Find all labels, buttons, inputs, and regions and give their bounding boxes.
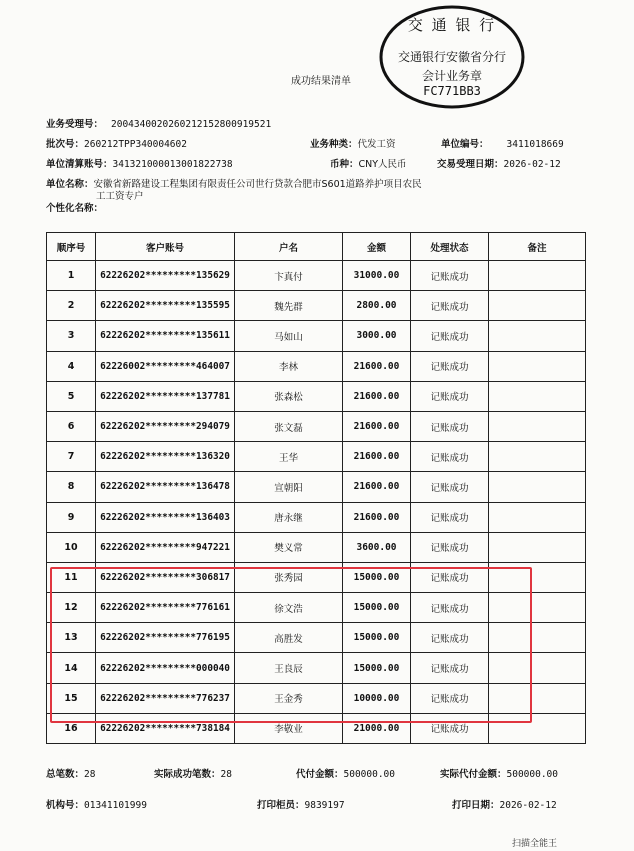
cell-seq: 14 — [47, 653, 96, 683]
biz-type-value: 代发工资 — [357, 139, 396, 150]
cell-note — [489, 472, 586, 502]
cell-amount: 21600.00 — [343, 502, 411, 532]
table-row — [47, 351, 586, 381]
actual-paid-label: 实际代付金额： — [440, 769, 507, 780]
cell-status: 记账成功 — [411, 593, 489, 623]
cell-name: 李敬业 — [235, 713, 343, 743]
cell-name: 魏先群 — [235, 291, 343, 321]
cell-note — [489, 261, 586, 291]
highlight-box — [50, 567, 532, 723]
cell-seq: 7 — [47, 442, 96, 472]
header-amount: 金额 — [343, 233, 411, 261]
print-date-line — [452, 797, 557, 811]
cell-name: 宣朝阳 — [235, 472, 343, 502]
cell-amount: 3000.00 — [343, 321, 411, 351]
cell-seq: 15 — [47, 683, 96, 713]
cell-amount: 21600.00 — [343, 442, 411, 472]
header-name: 户名 — [235, 233, 343, 261]
cell-note — [489, 411, 586, 441]
cell-account: 62226202*********135611 — [96, 321, 235, 351]
paid-amount-value: 500000.00 — [343, 769, 395, 780]
cell-note — [489, 291, 586, 321]
cell-status: 记账成功 — [411, 623, 489, 653]
cell-seq: 11 — [47, 562, 96, 592]
business-no-line — [46, 116, 271, 130]
header-account: 客户账号 — [96, 233, 235, 261]
table-row — [47, 291, 586, 321]
cell-seq: 5 — [47, 381, 96, 411]
cell-name: 李林 — [235, 351, 343, 381]
business-no-label: 业务受理号： — [46, 119, 104, 130]
cell-account: 62226202*********294079 — [96, 411, 235, 441]
cell-status: 记账成功 — [411, 321, 489, 351]
cell-seq: 16 — [47, 713, 96, 743]
clearing-acct-line — [46, 156, 233, 170]
cell-name: 马如山 — [235, 321, 343, 351]
cell-account: 62226002*********464007 — [96, 351, 235, 381]
cell-account: 62226202*********137781 — [96, 381, 235, 411]
cell-note — [489, 381, 586, 411]
cell-status: 记账成功 — [411, 351, 489, 381]
cell-amount: 15000.00 — [343, 593, 411, 623]
cell-name: 张文磊 — [235, 411, 343, 441]
org-no-label: 机构号： — [46, 800, 85, 811]
print-date-label: 打印日期： — [452, 800, 500, 811]
clearing-acct-label: 单位清算账号： — [46, 159, 113, 170]
teller-line — [257, 797, 345, 811]
total-count-value: 28 — [84, 769, 96, 780]
batch-label: 批次号： — [46, 139, 85, 150]
cell-amount: 21600.00 — [343, 351, 411, 381]
total-count-label: 总笔数： — [46, 769, 85, 780]
stamp-line-1: 交 通 银 行 — [407, 16, 497, 34]
cell-seq: 12 — [47, 593, 96, 623]
cell-name: 王良辰 — [235, 653, 343, 683]
cell-note — [489, 502, 586, 532]
cell-account: 62226202*********135629 — [96, 261, 235, 291]
cell-amount: 21000.00 — [343, 713, 411, 743]
stamp-line-3: 会计业务章 — [421, 69, 482, 83]
cell-account: 62226202*********776237 — [96, 683, 235, 713]
biz-type-line — [310, 136, 396, 150]
clearing-acct-value: 341321000013001822738 — [112, 159, 233, 170]
header-note: 备注 — [489, 233, 586, 261]
cell-seq: 6 — [47, 411, 96, 441]
cell-note — [489, 442, 586, 472]
cell-seq: 4 — [47, 351, 96, 381]
cell-account: 62226202*********000040 — [96, 653, 235, 683]
batch-value: 260212TPP340004602 — [84, 139, 187, 150]
cell-name: 张森松 — [235, 381, 343, 411]
cell-seq: 8 — [47, 472, 96, 502]
cell-amount: 10000.00 — [343, 683, 411, 713]
cell-seq: 3 — [47, 321, 96, 351]
cell-status: 记账成功 — [411, 653, 489, 683]
header-status: 处理状态 — [411, 233, 489, 261]
teller-value: 9839197 — [304, 800, 345, 811]
biz-type-label: 业务种类： — [310, 139, 358, 150]
cell-status: 记账成功 — [411, 562, 489, 592]
unit-no-line — [441, 136, 564, 150]
success-count-value: 28 — [220, 769, 232, 780]
cell-name: 徐文浩 — [235, 593, 343, 623]
cell-status: 记账成功 — [411, 411, 489, 441]
cell-status: 记账成功 — [411, 683, 489, 713]
currency-label: 币种： — [330, 159, 359, 170]
cell-account: 62226202*********135595 — [96, 291, 235, 321]
cell-amount: 21600.00 — [343, 381, 411, 411]
cell-status: 记账成功 — [411, 291, 489, 321]
cell-name: 王金秀 — [235, 683, 343, 713]
cell-name: 高胜发 — [235, 623, 343, 653]
table-row — [47, 411, 586, 441]
cell-status: 记账成功 — [411, 261, 489, 291]
cell-account: 62226202*********136478 — [96, 472, 235, 502]
cell-seq: 2 — [47, 291, 96, 321]
cell-status: 记账成功 — [411, 502, 489, 532]
cell-name: 王华 — [235, 442, 343, 472]
custom-name-label: 个性化名称： — [46, 203, 104, 214]
unit-name-label: 单位名称： — [46, 179, 94, 190]
cell-name: 张秀园 — [235, 562, 343, 592]
currency-line — [330, 156, 407, 170]
cell-note — [489, 532, 586, 562]
cell-amount: 2800.00 — [343, 291, 411, 321]
table-row — [47, 321, 586, 351]
cell-account: 62226202*********776195 — [96, 623, 235, 653]
print-date-value: 2026-02-12 — [499, 800, 557, 811]
cell-name: 卞真付 — [235, 261, 343, 291]
cell-seq: 1 — [47, 261, 96, 291]
table-row — [47, 442, 586, 472]
cell-amount: 15000.00 — [343, 562, 411, 592]
cell-amount: 3600.00 — [343, 532, 411, 562]
document-title: 成功结果清单 — [291, 76, 351, 87]
cell-status: 记账成功 — [411, 532, 489, 562]
table-header-row — [47, 233, 586, 261]
cell-note — [489, 351, 586, 381]
cell-amount: 21600.00 — [343, 411, 411, 441]
cell-amount: 21600.00 — [343, 472, 411, 502]
cell-account: 62226202*********136403 — [96, 502, 235, 532]
trade-date-value: 2026-02-12 — [503, 159, 561, 170]
paid-amount-label: 代付金额： — [296, 769, 344, 780]
cell-seq: 10 — [47, 532, 96, 562]
table-row — [47, 261, 586, 291]
cell-seq: 9 — [47, 502, 96, 532]
actual-paid-value: 500000.00 — [506, 769, 558, 780]
org-no-value: 01341101999 — [84, 800, 147, 811]
cell-amount: 31000.00 — [343, 261, 411, 291]
table-row — [47, 532, 586, 562]
cell-account: 62226202*********738184 — [96, 713, 235, 743]
actual-paid-line — [440, 766, 558, 780]
paid-amount-line — [296, 766, 395, 780]
success-count-line — [154, 766, 232, 780]
unit-name-value-2: 工工资专户 — [96, 191, 144, 202]
business-no-value: 200434002026021215280091952​1 — [111, 119, 272, 130]
unit-no-value: 3411018669 — [506, 139, 564, 150]
cell-amount: 15000.00 — [343, 623, 411, 653]
unit-name-value-1: 安徽省新路建设工程集团有限责任公司世行贷款合肥市S601道路养护项目农民 — [93, 179, 422, 190]
cell-status: 记账成功 — [411, 472, 489, 502]
bank-seal-stamp — [378, 4, 526, 110]
batch-line — [46, 136, 187, 150]
table-row — [47, 381, 586, 411]
table-row — [47, 502, 586, 532]
cell-status: 记账成功 — [411, 442, 489, 472]
unit-no-label: 单位编号： — [441, 139, 489, 150]
cell-account: 62226202*********947221 — [96, 532, 235, 562]
currency-value: CNY人民币 — [358, 159, 407, 170]
trade-date-label: 交易受理日期： — [437, 159, 504, 170]
stamp-line-4: FC771BB3 — [423, 84, 481, 98]
trade-date-line — [437, 156, 561, 170]
cell-seq: 13 — [47, 623, 96, 653]
cell-name: 唐永继 — [235, 502, 343, 532]
teller-label: 打印柜员： — [257, 800, 305, 811]
total-count-line — [46, 766, 95, 780]
cell-account: 62226202*********136320 — [96, 442, 235, 472]
success-count-label: 实际成功笔数： — [154, 769, 221, 780]
cell-note — [489, 321, 586, 351]
org-no-line — [46, 797, 147, 811]
header-seq: 顺序号 — [47, 233, 96, 261]
stamp-line-2: 交通银行安徽省分行 — [397, 50, 506, 64]
cell-account: 62226202*********776161 — [96, 593, 235, 623]
cell-name: 樊义常 — [235, 532, 343, 562]
cell-amount: 15000.00 — [343, 653, 411, 683]
table-row — [47, 472, 586, 502]
cell-account: 62226202*********306817 — [96, 562, 235, 592]
cell-status: 记账成功 — [411, 381, 489, 411]
cell-status: 记账成功 — [411, 713, 489, 743]
scanner-watermark: 扫描全能王 — [512, 839, 558, 849]
